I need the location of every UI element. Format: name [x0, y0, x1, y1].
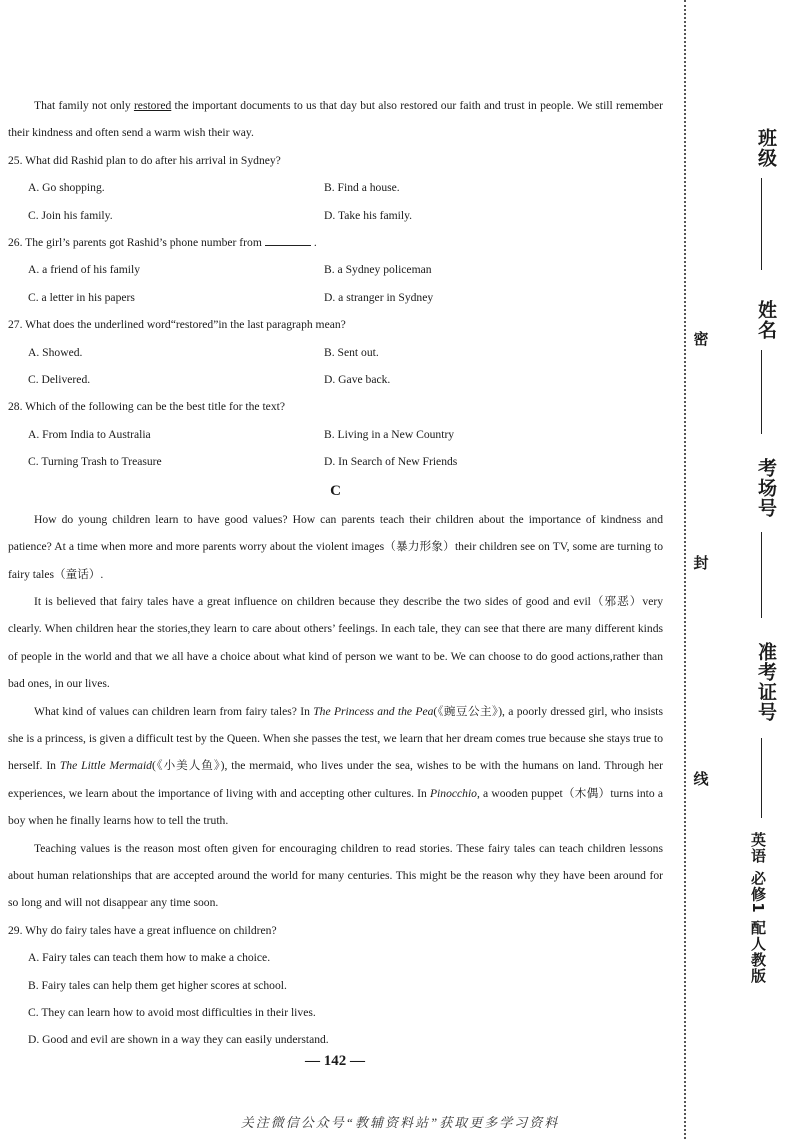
class-label: 班级: [755, 128, 777, 168]
passage-c-paragraph-3: What kind of values can children learn from fairy tales? In The Princess and the Pea(《豌豆公主》), a poorly dressed girl, who insists she is a princess, is given a difficult test by the Queen. When she passes the test, we learn that her dream comes true because she stays true to herself. In The Little Mermaid(《小美人鱼》), the mermaid, who lives under the sea, wishes to be with the humans on land. Through her experiences, we learn about the importance of living with and accepting other cultures. In Pinocchio, a wooden puppet（木偶）turns into a boy when he finally learns how to tell the truth.: [8, 704, 664, 828]
option-a: A. Fairy tales can teach them how to make a choice.: [28, 951, 271, 965]
story-title: Pinocchio: [429, 786, 477, 800]
option-b: B. Sent out.: [324, 345, 379, 359]
footer-note: 关注微信公众号“教辅资料站”获取更多学习资料: [240, 1115, 560, 1130]
story-title: The Little Mermaid: [59, 759, 152, 773]
option-a: A. From India to Australia: [28, 427, 151, 441]
answer-blank: [265, 234, 311, 246]
option-a: A. Showed.: [28, 345, 83, 359]
question-28-stem: 28. Which of the following can be the best title for the text?: [8, 400, 285, 414]
option-c: C. Delivered.: [28, 373, 91, 387]
option-d: D. Good and evil are shown in a way they can easily understand.: [28, 1033, 329, 1047]
option-b: B. Find a house.: [324, 181, 400, 195]
story-title: The Princess and the Pea: [313, 704, 434, 718]
name-write-line: [761, 350, 762, 434]
exam-room-label: 考场号: [755, 458, 777, 518]
subject-label: 英语 必修1 配人教版: [749, 832, 767, 984]
passage-b-ending: That family not only restored the important documents to us that day but also restored our faith and trust in people. We still remember their kindness and often send a warm wish their way.: [8, 99, 663, 140]
admission-number-label: 准考证号: [755, 642, 777, 722]
exam-room-write-line: [761, 532, 762, 618]
class-write-line: [761, 178, 762, 270]
passage-c-paragraph-1: How do young children learn to have good values? How can parents teach their children about the importance of kindness and patience? At a time when more and more parents worry about the violent images（暴力形象）their children see on TV, some are turning to fairy tales（童话）.: [8, 512, 663, 581]
underlined-word: restored: [133, 99, 172, 112]
binding-margin: [684, 0, 800, 1139]
option-c: C. Turning Trash to Treasure: [28, 455, 162, 469]
question-26-stem: 26. The girl’s parents got Rashid’s phone number from .: [8, 236, 317, 250]
option-d: D. In Search of New Friends: [324, 455, 458, 469]
page-number: — 142 —: [305, 1053, 365, 1069]
option-c: C. They can learn how to avoid most difficulties in their lives.: [28, 1006, 316, 1019]
name-label: 姓名: [755, 300, 777, 340]
option-d: D. a stranger in Sydney: [324, 290, 434, 304]
option-c: C. a letter in his papers: [28, 290, 135, 304]
seal-mark: 线: [689, 768, 713, 789]
option-a: A. Go shopping.: [28, 181, 105, 195]
option-a: A. a friend of his family: [28, 263, 141, 277]
question-27-options: [28, 339, 663, 394]
passage-c-paragraph-4: Teaching values is the reason most often given for encouraging children to read stories. These fairy tales can teach children lessons about human relationships that are accepted around the world for many centuries. This might be the reason why they have been around for so long and will not disappear any time soon.: [8, 841, 663, 910]
option-d: D. Take his family.: [324, 208, 413, 222]
option-d: D. Gave back.: [324, 373, 391, 387]
seal-mark: 密: [689, 328, 713, 349]
option-b: B. Fairy tales can help them get higher scores at school.: [28, 978, 287, 992]
question-28-options: [28, 421, 663, 476]
passage-c-paragraph-2: It is believed that fairy tales have a great influence on children because they describe the two sides of good and evil（邪恶）very clearly. When children hear the stories,they learn to care about others’ feelings. In each tale, they can see that there are many different kinds of people in the world and that we all have a choice about what kind of person we want to be. We can choose to do good actions,rather than bad ones, in our lives.: [8, 594, 663, 691]
question-26-options: [28, 256, 663, 311]
section-c-heading: C: [330, 482, 341, 499]
admission-number-write-line: [761, 738, 762, 818]
question-27-stem: 27. What does the underlined word“restored”in the last paragraph mean?: [8, 318, 346, 332]
main-content: [8, 92, 663, 1054]
question-25-options: [28, 174, 663, 229]
option-b: B. a Sydney policeman: [324, 263, 432, 277]
option-b: B. Living in a New Country: [324, 427, 455, 441]
question-29-stem: 29. Why do fairy tales have a great influence on children?: [8, 923, 277, 937]
question-25-stem: 25. What did Rashid plan to do after his arrival in Sydney?: [8, 153, 281, 167]
option-c: C. Join his family.: [28, 208, 113, 222]
seal-mark: 封: [689, 552, 713, 573]
